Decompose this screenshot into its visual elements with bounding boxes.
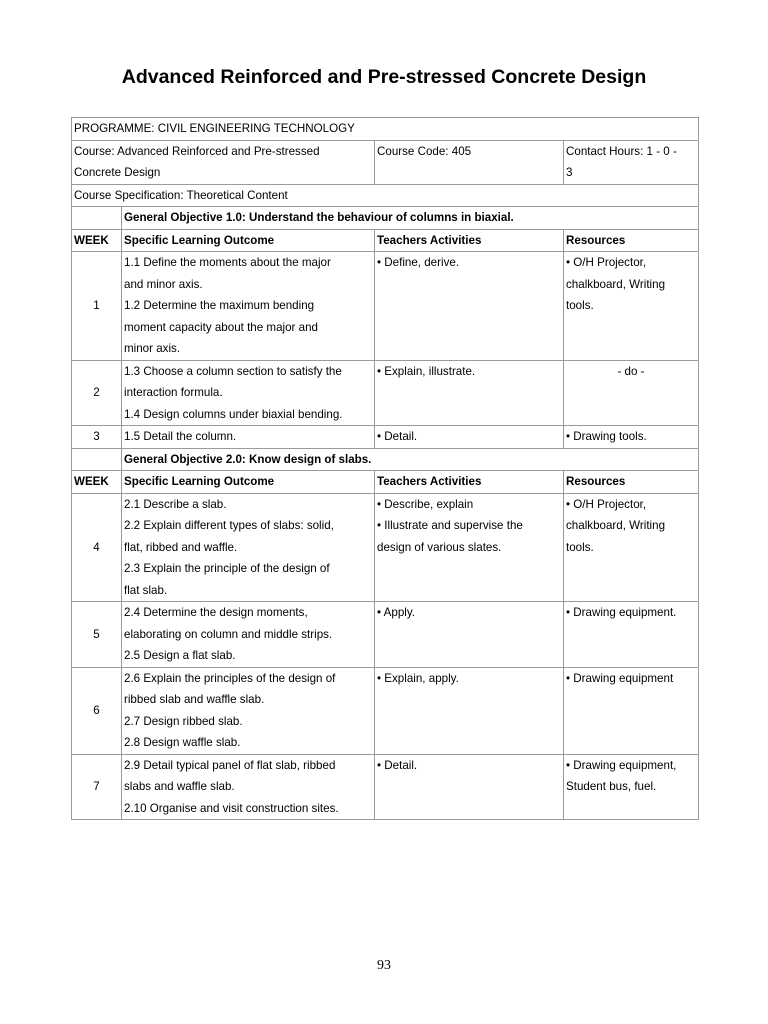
outcome-cell bbox=[122, 602, 375, 668]
outcome-cell-line: 1.2 Determine the maximum bending bbox=[124, 299, 315, 312]
contact-hours-cell bbox=[564, 140, 699, 184]
week-cell: 4 bbox=[72, 493, 122, 602]
header-resources-cell: Resources bbox=[564, 229, 699, 252]
header-outcome-cell: Specific Learning Outcome bbox=[122, 471, 375, 494]
contact-hours-line: 3 bbox=[566, 166, 573, 179]
activities-cell bbox=[375, 754, 564, 820]
activities-cell-line: • Illustrate and supervise the bbox=[377, 519, 523, 532]
outcome-cell bbox=[122, 360, 375, 426]
activities-cell-line: • Explain, apply. bbox=[377, 671, 459, 685]
outcome-cell-line: 1.4 Design columns under biaxial bending. bbox=[124, 407, 343, 421]
objective-blank-cell bbox=[72, 207, 122, 230]
header-resources-cell: Resources bbox=[564, 471, 699, 494]
activities-cell bbox=[375, 493, 564, 602]
activities-cell-line: • Detail. bbox=[377, 758, 418, 772]
resources-cell-line: chalkboard, Writing bbox=[566, 519, 666, 532]
activities-cell bbox=[375, 667, 564, 754]
outcome-cell-line: ribbed slab and waffle slab. bbox=[124, 693, 265, 706]
outcome-cell-line: moment capacity about the major and bbox=[124, 320, 318, 334]
outcome-cell-line: 2.3 Explain the principle of the design of bbox=[124, 562, 330, 575]
header-week-cell: WEEK bbox=[72, 471, 122, 494]
resources-cell-line: tools. bbox=[566, 299, 594, 312]
week-row bbox=[72, 602, 699, 668]
contact-hours-line: Contact Hours: 1 - 0 - bbox=[566, 144, 677, 158]
activities-cell bbox=[375, 426, 564, 449]
outcome-cell-line: 2.8 Design waffle slab. bbox=[124, 736, 241, 749]
activities-cell-line: design of various slates. bbox=[377, 540, 502, 554]
outcome-cell-line: 1.1 Define the moments about the major bbox=[124, 256, 331, 269]
week-cell: 3 bbox=[72, 426, 122, 449]
outcome-cell bbox=[122, 493, 375, 602]
syllabus-table bbox=[71, 117, 699, 820]
week-row bbox=[72, 360, 699, 426]
resources-cell bbox=[564, 667, 699, 754]
programme-row bbox=[72, 118, 699, 141]
outcome-cell-line: minor axis. bbox=[124, 342, 181, 355]
activities-cell-line: • Apply. bbox=[377, 606, 416, 619]
outcome-cell-line: flat, ribbed and waffle. bbox=[124, 540, 238, 554]
week-row bbox=[72, 252, 699, 361]
header-week-cell: WEEK bbox=[72, 229, 122, 252]
outcome-cell bbox=[122, 252, 375, 361]
course-line: Concrete Design bbox=[74, 166, 161, 179]
outcome-cell-line: 2.2 Explain different types of slabs: solid, bbox=[124, 519, 334, 532]
course-line: Course: Advanced Reinforced and Pre-stressed bbox=[74, 144, 320, 158]
header-row bbox=[72, 471, 699, 494]
outcome-cell-line: flat slab. bbox=[124, 583, 168, 597]
week-cell: 6 bbox=[72, 667, 122, 754]
week-cell: 1 bbox=[72, 252, 122, 361]
objective-row bbox=[72, 448, 699, 471]
resources-cell-line: tools. bbox=[566, 540, 594, 554]
activities-cell-line: • Describe, explain bbox=[377, 497, 474, 511]
course-spec-row bbox=[72, 184, 699, 207]
header-teachers-cell: Teachers Activities bbox=[375, 229, 564, 252]
outcome-cell-line: 2.9 Detail typical panel of flat slab, ribbed bbox=[124, 758, 336, 772]
activities-cell bbox=[375, 602, 564, 668]
outcome-cell-line: 2.10 Organise and visit construction sites. bbox=[124, 801, 339, 815]
resources-cell-line: • Drawing equipment, bbox=[566, 758, 677, 772]
week-row bbox=[72, 667, 699, 754]
objective-row bbox=[72, 207, 699, 230]
resources-cell-line: • Drawing equipment bbox=[566, 671, 674, 685]
header-teachers-cell: Teachers Activities bbox=[375, 471, 564, 494]
objective-cell: General Objective 1.0: Understand the behaviour of columns in biaxial. bbox=[122, 207, 699, 230]
resources-cell-line: Student bus, fuel. bbox=[566, 780, 657, 793]
outcome-cell-line: 2.4 Determine the design moments, bbox=[124, 606, 308, 619]
outcome-cell-line: 2.6 Explain the principles of the design of bbox=[124, 671, 336, 685]
outcome-cell bbox=[122, 667, 375, 754]
outcome-cell bbox=[122, 426, 375, 449]
outcome-cell-line: and minor axis. bbox=[124, 277, 203, 291]
header-outcome-cell: Specific Learning Outcome bbox=[122, 229, 375, 252]
activities-cell-line: • Define, derive. bbox=[377, 256, 460, 269]
outcome-cell-line: 2.5 Design a flat slab. bbox=[124, 649, 236, 662]
outcome-cell-line: slabs and waffle slab. bbox=[124, 780, 235, 793]
course-spec-cell: Course Specification: Theoretical Content bbox=[72, 184, 699, 207]
resources-cell-line: - do - bbox=[617, 364, 645, 378]
resources-cell bbox=[564, 602, 699, 668]
week-row bbox=[72, 754, 699, 820]
resources-cell-line: • Drawing tools. bbox=[566, 430, 647, 443]
objective-cell: General Objective 2.0: Know design of slabs. bbox=[122, 448, 699, 471]
activities-cell-line: • Detail. bbox=[377, 430, 418, 443]
outcome-cell-line: 1.3 Choose a column section to satisfy the bbox=[124, 364, 342, 378]
outcome-cell-line: interaction formula. bbox=[124, 386, 223, 399]
resources-cell bbox=[564, 252, 699, 361]
resources-cell-line: • O/H Projector, bbox=[566, 256, 647, 269]
resources-cell bbox=[564, 426, 699, 449]
outcome-cell-line: 2.7 Design ribbed slab. bbox=[124, 714, 243, 728]
objective-blank-cell bbox=[72, 448, 122, 471]
resources-cell bbox=[564, 360, 699, 426]
outcome-cell-line: 2.1 Describe a slab. bbox=[124, 497, 227, 511]
resources-cell-line: chalkboard, Writing bbox=[566, 277, 666, 291]
week-row bbox=[72, 493, 699, 602]
page-number: 93 bbox=[377, 958, 391, 973]
resources-cell-line: • Drawing equipment. bbox=[566, 606, 677, 619]
outcome-cell-line: 1.5 Detail the column. bbox=[124, 430, 237, 443]
week-row bbox=[72, 426, 699, 449]
course-row bbox=[72, 140, 699, 184]
outcome-cell bbox=[122, 754, 375, 820]
week-cell: 5 bbox=[72, 602, 122, 668]
course-cell bbox=[72, 140, 375, 184]
week-cell: 7 bbox=[72, 754, 122, 820]
week-cell: 2 bbox=[72, 360, 122, 426]
header-row bbox=[72, 229, 699, 252]
resources-cell-line: • O/H Projector, bbox=[566, 497, 647, 511]
outcome-cell-line: elaborating on column and middle strips. bbox=[124, 627, 333, 641]
activities-cell bbox=[375, 360, 564, 426]
resources-cell bbox=[564, 754, 699, 820]
course-code-cell: Course Code: 405 bbox=[375, 140, 564, 184]
programme-cell: PROGRAMME: CIVIL ENGINEERING TECHNOLOGY bbox=[72, 118, 699, 141]
activities-cell-line: • Explain, illustrate. bbox=[377, 364, 476, 378]
resources-cell bbox=[564, 493, 699, 602]
activities-cell bbox=[375, 252, 564, 361]
page-title: Advanced Reinforced and Pre-stressed Concrete Design bbox=[121, 66, 647, 88]
